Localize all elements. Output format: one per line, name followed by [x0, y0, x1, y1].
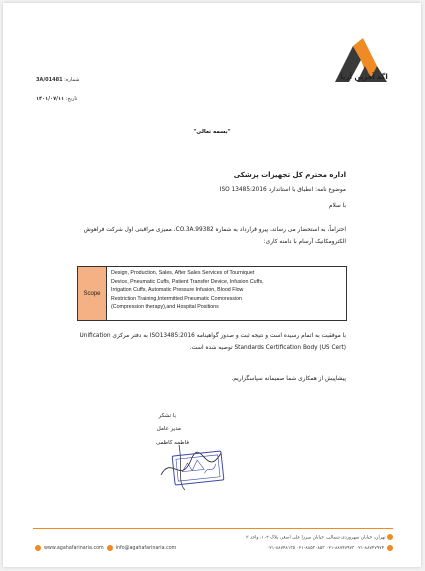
footer-address	[246, 534, 393, 541]
web-icon	[35, 545, 41, 551]
scope-text	[107, 267, 346, 320]
footer-email[interactable]: info@agahafarinaria.com	[115, 545, 177, 551]
footer-website[interactable]: www.agahafarinaria.com	[44, 545, 104, 551]
paragraph-result	[80, 330, 346, 354]
scope-line: Restriction Training,Intermitted Pneumatic Comoression	[111, 295, 243, 302]
scope-line: Irrigation Cuffs, Automatic Pressure Infusion, Blood Flow	[111, 287, 244, 294]
footer-phones	[267, 545, 393, 551]
scope-line: (Compression therapy),and Hospital Positions	[111, 304, 219, 311]
footer-phones-text: ۰۲۱-۸۸۷۴۸۱۳۵ ۰۲۱-۸۸۵۳۰۸۵۳ ۰۲۱-۸۸۷۴۷۹۷۳ ۰۲۱-۸۸۷۴۷۹۷۴	[266, 545, 384, 551]
logo-text: اگه آفرین آریا	[340, 73, 388, 81]
greeting: با سلام	[328, 203, 346, 209]
paragraph-intro-line: احتراماً، به استحضار می رساند، پیرو قرارداد به شماره CO.3A.99382، ممیزی مراقبتی اول شرکت فراهوش	[83, 227, 346, 233]
footer-divider	[33, 528, 393, 529]
footer-address-text: تهران، خیابان سهروردی شمالی، خیابان میرزا علی اصغر، پلاک ۱۰۲، واحد ۳	[246, 535, 386, 541]
date-value: ۱۴۰۱/۰۷/۱۱	[36, 96, 65, 102]
phone-icon	[387, 545, 393, 551]
paragraph-intro-line: الکترومکانیک آرسام با دامنه کاری:	[263, 239, 346, 245]
signer-role: مدیر عامل	[156, 426, 181, 432]
scope-table	[77, 266, 347, 321]
letter-date	[33, 96, 77, 102]
number-value: 3A/01481	[36, 77, 63, 83]
paragraph-result-line: Standards Certification Body (US Cert) توصیه شده است.	[189, 345, 346, 351]
email-icon	[107, 545, 113, 551]
addressee: اداره محترم کل تجهیزات پزشکی	[233, 171, 346, 179]
letter-number	[33, 77, 80, 83]
scope-line: Device, Pneumatic Cuffs, Patient Transfer Device, Infusion Cuffs,	[111, 278, 264, 285]
company-stamp-icon	[172, 450, 225, 485]
date-label: تاریخ:	[65, 96, 78, 102]
closing: با تشکر	[158, 413, 176, 419]
scope-line: Design, Production, Sales, After Sales Services of Tourniquet	[111, 270, 255, 276]
scope-label: Scope	[78, 267, 107, 320]
paragraph-intro	[84, 224, 346, 248]
paragraph-thanks: پیشاپیش از همکاری شما صمیمانه سپاسگزاریم.	[231, 376, 346, 382]
number-label: شماره:	[64, 77, 80, 83]
letter-page	[3, 3, 421, 567]
page-title: "بسمه تعالی"	[193, 129, 231, 135]
subject-line: موضوع نامه: انطباق با استاندارد ISO 13485:2016	[219, 187, 346, 193]
paragraph-result-line: با موفقیت به اتمام رسیده است و نتیجه ثبت و صدور گواهینامه ISO13485:2016 به دفتر مرکزی Unification	[79, 333, 346, 339]
location-icon	[387, 534, 393, 540]
signer-name: فاطمه کاظمی	[156, 440, 189, 446]
footer-contact	[35, 545, 176, 551]
